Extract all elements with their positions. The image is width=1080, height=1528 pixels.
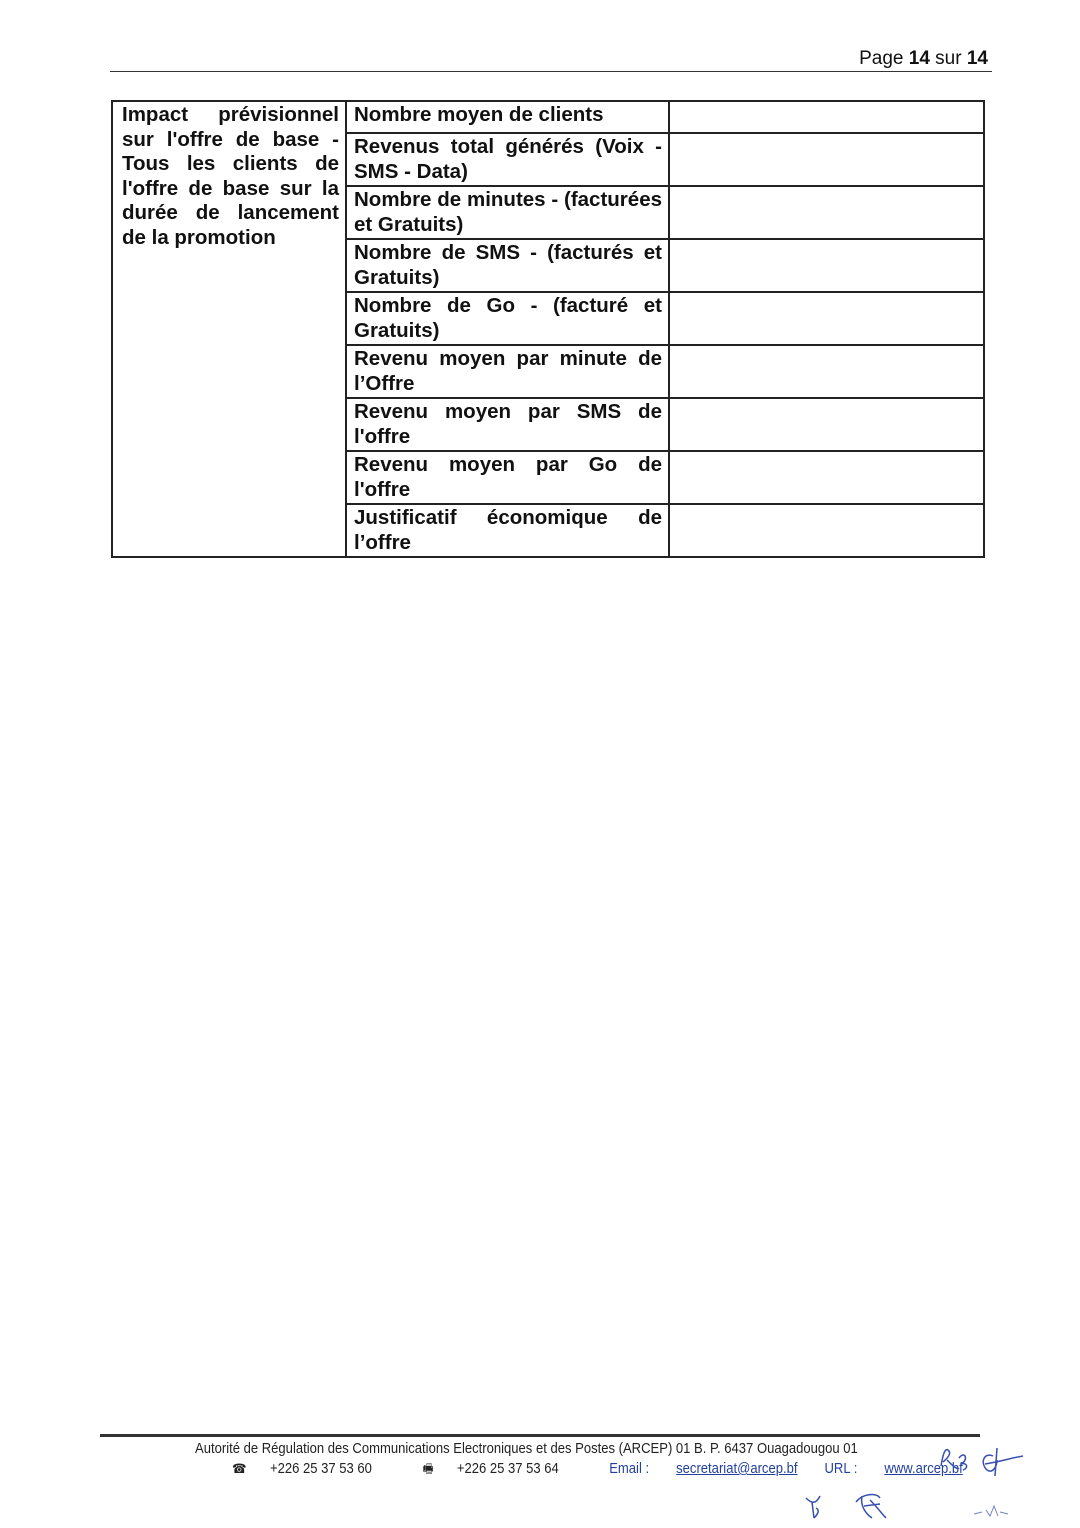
metric-cell: Nombre moyen de clients bbox=[346, 101, 669, 133]
email-link[interactable]: secretariat@arcep.bf bbox=[676, 1461, 798, 1477]
total-pages: 14 bbox=[966, 48, 988, 69]
email-label: Email : bbox=[609, 1461, 650, 1477]
value-cell bbox=[669, 504, 984, 557]
footer-contacts bbox=[232, 1460, 986, 1482]
metric-cell: Nombre de SMS - (facturés et Gratuits) bbox=[346, 239, 669, 292]
page-word: Page bbox=[859, 48, 904, 69]
url-label: URL : bbox=[824, 1461, 858, 1477]
phone-contact bbox=[232, 1461, 395, 1477]
phone-number: +226 25 37 53 60 bbox=[269, 1461, 372, 1477]
value-cell bbox=[669, 101, 984, 133]
value-cell bbox=[669, 239, 984, 292]
value-cell bbox=[669, 345, 984, 398]
handwritten-initials-1 bbox=[935, 1440, 1030, 1480]
value-cell bbox=[669, 451, 984, 504]
metric-cell: Revenu moyen par Go de l'offre bbox=[346, 451, 669, 504]
footer-address: Autorité de Régulation des Communications Electroniques et des Postes (ARCEP) 01 B. P. 6437 Ouagadougou 01 bbox=[195, 1441, 858, 1457]
page-number bbox=[859, 48, 988, 70]
handwritten-initials-2 bbox=[800, 1488, 895, 1524]
phone-icon: ☎ bbox=[232, 1461, 247, 1476]
fax-icon: 🖷 bbox=[422, 1461, 434, 1476]
table-row bbox=[112, 101, 984, 133]
fax-contact bbox=[422, 1461, 582, 1477]
of-word: sur bbox=[935, 48, 962, 69]
email-contact bbox=[609, 1461, 797, 1477]
metric-cell: Revenu moyen par SMS de l'offre bbox=[346, 398, 669, 451]
url-link[interactable]: www.arcep.bf bbox=[884, 1461, 963, 1477]
metric-cell: Revenu moyen par minute de l’Offre bbox=[346, 345, 669, 398]
metric-cell: Justificatif économique de l’offre bbox=[346, 504, 669, 557]
current-page: 14 bbox=[908, 48, 930, 69]
header-divider bbox=[110, 71, 992, 72]
metric-cell: Nombre de Go - (facturé et Gratuits) bbox=[346, 292, 669, 345]
value-cell bbox=[669, 186, 984, 239]
row-header-impact: Impact prévisionnel sur l'offre de base - Tous les clients de l'offre de base sur la durée de lancement de la promotion bbox=[112, 101, 346, 557]
value-cell bbox=[669, 133, 984, 186]
metric-cell: Revenus total générés (Voix - SMS - Data) bbox=[346, 133, 669, 186]
fax-number: +226 25 37 53 64 bbox=[456, 1461, 559, 1477]
impact-table bbox=[111, 100, 985, 558]
footer-divider bbox=[100, 1434, 980, 1437]
metric-cell: Nombre de minutes - (facturées et Gratuits) bbox=[346, 186, 669, 239]
value-cell bbox=[669, 292, 984, 345]
handwritten-mark bbox=[968, 1494, 1018, 1524]
value-cell bbox=[669, 398, 984, 451]
